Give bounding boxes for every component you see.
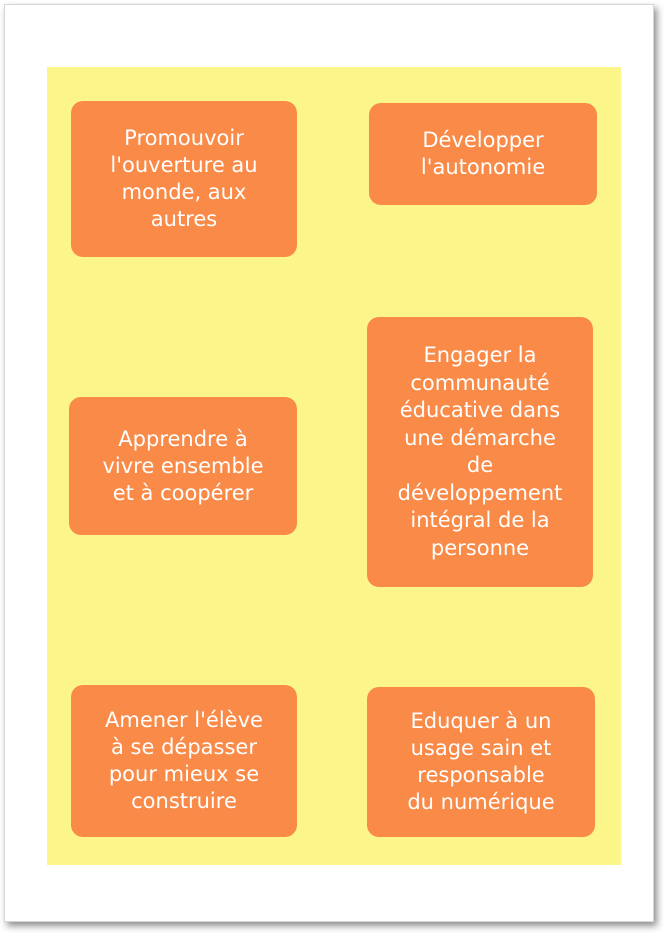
card-text: Amener l'élève à se dépasser pour mieux se construire — [105, 708, 263, 813]
card-text: Engager la communauté éducative dans une démarche de développement intégral de la personne — [397, 343, 563, 560]
card-text: Développer l'autonomie — [420, 128, 546, 179]
card-vivre-ensemble — [69, 397, 297, 535]
card-numerique — [367, 687, 595, 837]
card-autonomie — [369, 103, 597, 205]
card-ouverture-au-monde — [71, 101, 297, 257]
card-text: Promouvoir l'ouverture au monde, aux autres — [110, 126, 258, 231]
card-text: Apprendre à vivre ensemble et à coopérer — [102, 426, 264, 505]
card-developpement-integral — [367, 317, 593, 587]
card-text: Eduquer à un usage sain et responsable du numérique — [407, 709, 555, 814]
card-se-depasser — [71, 685, 297, 837]
yellow-panel — [47, 67, 621, 865]
page-sheet — [4, 4, 654, 922]
